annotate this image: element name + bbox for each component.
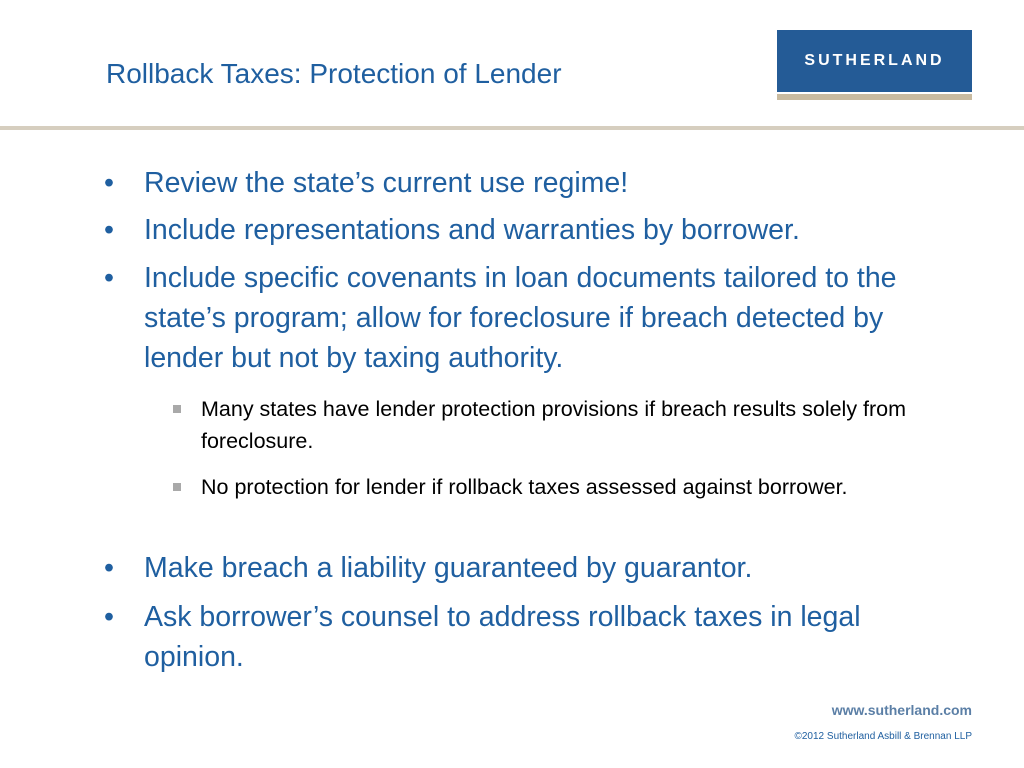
bullet-item — [104, 258, 964, 378]
bullet-marker: • — [104, 262, 114, 294]
logo-text: SUTHERLAND — [804, 52, 945, 69]
sub-bullet-item — [201, 471, 931, 503]
footer-copyright: ©2012 Sutherland Asbill & Brennan LLP — [794, 731, 972, 742]
bullet-text: Review the state’s current use regime! — [144, 167, 629, 199]
slide-title: Rollback Taxes: Protection of Lender — [106, 58, 562, 89]
bullet-text: Make breach a liability guaranteed by guarantor. — [144, 552, 753, 584]
sub-bullet-text: No protection for lender if rollback taxes assessed against borrower. — [201, 475, 848, 499]
bullet-marker: • — [104, 167, 114, 199]
bullet-item — [104, 210, 964, 250]
bullet-marker: • — [104, 552, 114, 584]
sub-bullet-item — [201, 393, 931, 457]
bullet-text: Include specific covenants in loan documents tailored to the state’s program; allow for foreclosure if breach detected by lender but not by taxing authority. — [144, 262, 897, 374]
sub-bullet-text: Many states have lender protection provisions if breach results solely from foreclosure. — [201, 397, 907, 453]
bullet-text: Ask borrower’s counsel to address rollback taxes in legal opinion. — [144, 601, 861, 673]
bullet-text: Include representations and warranties by borrower. — [144, 214, 800, 246]
bullet-marker: • — [104, 601, 114, 633]
square-bullet-icon — [173, 483, 181, 491]
footer-url: www.sutherland.com — [831, 702, 972, 718]
bullet-item — [104, 597, 964, 677]
bullet-item — [104, 163, 964, 203]
bullet-marker: • — [104, 214, 114, 246]
square-bullet-icon — [173, 405, 181, 413]
bullet-item — [104, 548, 964, 588]
